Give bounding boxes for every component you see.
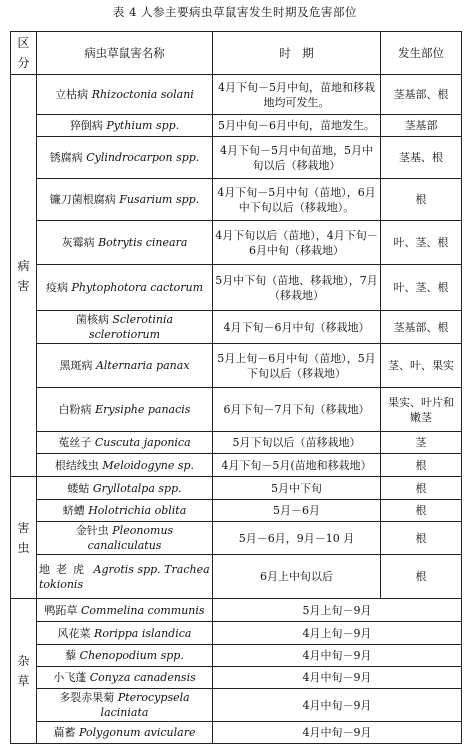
table-row <box>11 477 462 500</box>
pest-period: 4月下旬－5月中旬（苗地），6月中下旬以后（移栽地）。 <box>213 179 381 221</box>
pest-part: 茎 <box>381 432 462 454</box>
pest-part: 根 <box>381 454 462 477</box>
pest-name: 蝼蛄 Gryllotalpa spp. <box>37 477 213 500</box>
pest-name: 疫病 Phytophotora cactorum <box>37 265 213 311</box>
pest-part: 根 <box>381 500 462 522</box>
pest-part: 根 <box>381 179 462 221</box>
pest-part: 根 <box>381 477 462 500</box>
table-row <box>11 500 462 522</box>
group-label-disease: 病 害 <box>11 75 37 477</box>
pest-period: 5月－6月，9月－10 月 <box>213 522 381 555</box>
pest-part: 叶、茎、根 <box>381 265 462 311</box>
pest-name: 灰霉病 Botrytis cineara <box>37 221 213 265</box>
pest-name: 菟丝子 Cuscuta japonica <box>37 432 213 454</box>
table-row <box>11 667 462 689</box>
pest-period: 4月中旬－9月 <box>213 722 462 744</box>
table-row <box>11 555 462 599</box>
header-name: 病虫草鼠害名称 <box>37 32 213 75</box>
pest-part: 茎、叶、果实 <box>381 344 462 388</box>
pest-name: 小飞蓬 Conyza canadensis <box>37 667 213 689</box>
table-row <box>11 265 462 311</box>
header-category: 区 分 <box>11 32 37 75</box>
pest-name: 地老虎 Agrotis spp. Trachea tokionis <box>37 555 213 599</box>
group-label-insect: 害 虫 <box>11 477 37 599</box>
table-row <box>11 75 462 115</box>
table-row <box>11 722 462 744</box>
pest-period: 4月中旬－9月 <box>213 667 462 689</box>
pest-part: 茎基部 <box>381 115 462 137</box>
pest-period: 5月中下旬 <box>213 477 381 500</box>
pest-part: 根 <box>381 555 462 599</box>
table-row <box>11 689 462 722</box>
pest-period: 4月下旬－5月(苗地和移栽地） <box>213 454 381 477</box>
table-row <box>11 622 462 645</box>
pest-name: 立枯病 Rhizoctonia solani <box>37 75 213 115</box>
table-row <box>11 432 462 454</box>
pest-part: 根 <box>381 522 462 555</box>
table-row <box>11 645 462 667</box>
pest-part: 果实、叶片和嫩茎 <box>381 388 462 432</box>
table-row <box>11 599 462 622</box>
pest-period: 4月上旬－9月 <box>213 622 462 645</box>
pest-period: 6月上中旬以后 <box>213 555 381 599</box>
pest-name: 猝倒病 Pythium spp. <box>37 115 213 137</box>
table-row <box>11 522 462 555</box>
table-row <box>11 179 462 221</box>
pest-period: 4月下旬－5月中旬，苗地和移栽地均可发生。 <box>213 75 381 115</box>
pest-part: 茎基、根 <box>381 137 462 179</box>
pest-name: 镰刀菌根腐病 Fusarium spp. <box>37 179 213 221</box>
pest-name: 风花菜 Rorippa islandica <box>37 622 213 645</box>
pest-name: 鸭跖草 Commelina communis <box>37 599 213 622</box>
table-row <box>11 454 462 477</box>
pest-name: 白粉病 Erysiphe panacis <box>37 388 213 432</box>
pest-period: 4月下旬－5月中旬苗地，5月中旬以后（移栽地） <box>213 137 381 179</box>
group-label-weed: 杂 草 <box>11 599 37 744</box>
table-row <box>11 137 462 179</box>
pest-period: 4月下旬－6月中旬（移栽地） <box>213 311 381 344</box>
table-row <box>11 344 462 388</box>
table-row <box>11 388 462 432</box>
pest-name: 锈腐病 Cylindrocarpon spp. <box>37 137 213 179</box>
pest-period: 4月下旬以后（苗地），4月下旬－6月中旬（移栽地） <box>213 221 381 265</box>
table-row <box>11 221 462 265</box>
pest-name: 黑斑病 Alternaria panax <box>37 344 213 388</box>
pest-name: 藜 Chenopodium spp. <box>37 645 213 667</box>
table-caption: 表 4 人参主要病虫草鼠害发生时期及危害部位 <box>112 5 358 19</box>
pest-period: 6月下旬－7月下旬（移栽地） <box>213 388 381 432</box>
table-row <box>11 311 462 344</box>
pest-name: 菌核病 Sclerotinia sclerotiorum <box>37 311 213 344</box>
pest-period: 5月上旬－6月中旬（苗地），5月下旬以后（移栽地） <box>213 344 381 388</box>
header-part: 发生部位 <box>381 32 462 75</box>
pest-name: 萹蓄 Polygonum aviculare <box>37 722 213 744</box>
pest-period: 5月－6月 <box>213 500 381 522</box>
pest-part: 茎基部、根 <box>381 75 462 115</box>
pest-period: 5月中旬－6月中旬，苗地发生。 <box>213 115 381 137</box>
pest-part: 茎基部、根 <box>381 311 462 344</box>
pest-name: 根结线虫 Meloidogyne sp. <box>37 454 213 477</box>
pest-name: 多裂赤果菊 Pterocypsela laciniata <box>37 689 213 722</box>
pest-name: 蛴螬 Holotrichia oblita <box>37 500 213 522</box>
pest-period: 5月下旬以后（苗移栽地） <box>213 432 381 454</box>
pest-period: 5月上旬－9月 <box>213 599 462 622</box>
pest-period: 4月中旬－9月 <box>213 645 462 667</box>
table-row <box>11 115 462 137</box>
pest-period: 5月中下旬（苗地、移栽地），7月（移栽地） <box>213 265 381 311</box>
header-period: 时 期 <box>213 32 381 75</box>
pest-part: 叶、茎、根 <box>381 221 462 265</box>
pest-period: 4月中旬－9月 <box>213 689 462 722</box>
pest-table <box>10 31 462 744</box>
pest-name: 金针虫 Pleonomus canaliculatus <box>37 522 213 555</box>
